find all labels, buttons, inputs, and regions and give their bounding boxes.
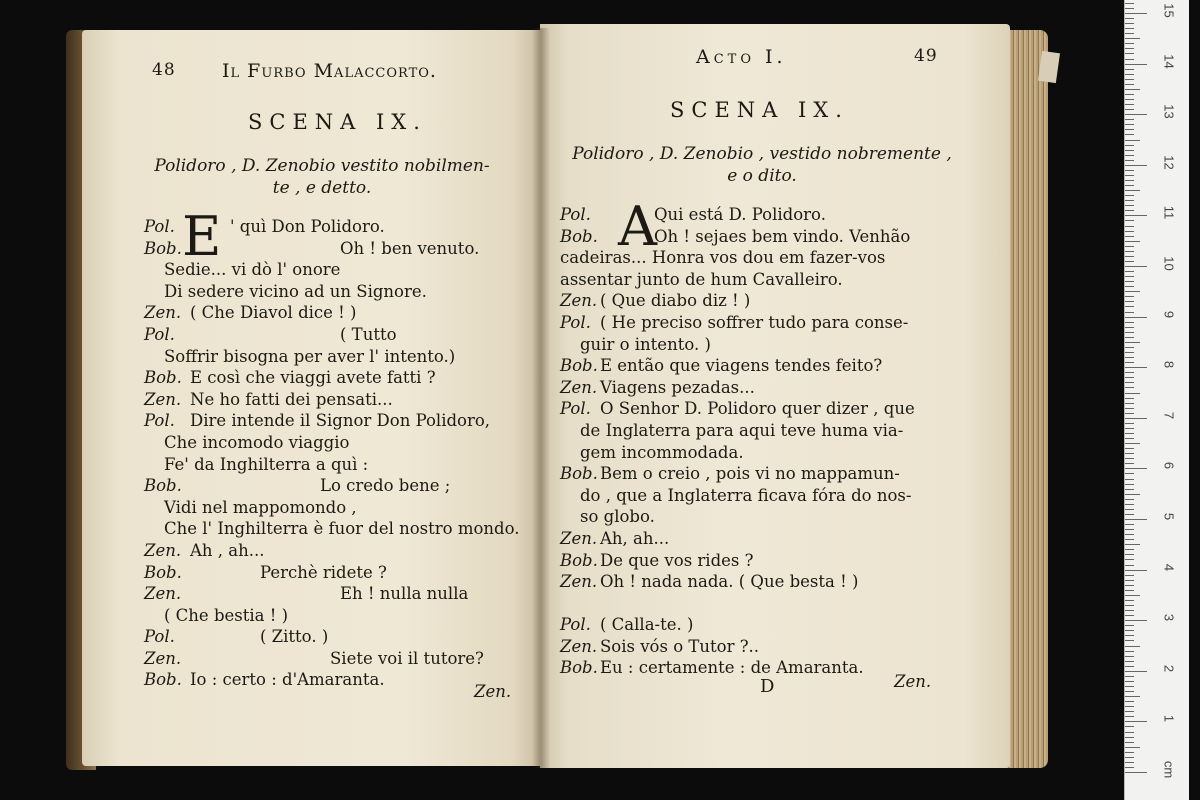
ruler-tick [1125, 134, 1134, 135]
ruler-tick [1125, 504, 1134, 505]
ruler-tick [1125, 721, 1147, 722]
ruler-tick [1125, 726, 1134, 727]
dialogue-line: Vidi nel mappomondo , [164, 497, 357, 517]
ruler-tick [1125, 625, 1134, 626]
ruler-tick [1125, 312, 1134, 313]
dialogue-line: Sedie... vi dò l' onore [164, 260, 341, 280]
ruler-tick [1125, 140, 1140, 141]
dialogue-line: Zen. ( Que diabo diz ! ) [560, 291, 751, 311]
right-page [540, 24, 1010, 768]
right-scene-title: SCENA IX. [670, 98, 849, 122]
ruler-tick [1125, 327, 1134, 328]
ruler-tick [1125, 322, 1134, 323]
ruler-tick [1125, 175, 1134, 176]
ruler-tick [1125, 509, 1134, 510]
ruler-tick [1125, 398, 1134, 399]
ruler-tick [1125, 666, 1134, 667]
ruler-tick [1125, 742, 1134, 743]
ruler-tick [1125, 74, 1134, 75]
ruler-tick [1125, 630, 1134, 631]
dialogue-line: Soffrir bisogna per aver l' intento.) [164, 346, 456, 366]
right-running-title: Acto I. [696, 46, 787, 68]
ruler-tick [1125, 676, 1134, 677]
ruler-tick [1125, 767, 1134, 768]
dialogue-line: Bob. Io : certo : d'Amaranta. [144, 670, 385, 690]
ruler-tick [1125, 534, 1134, 535]
fore-edge [1006, 30, 1048, 768]
ruler-tick [1125, 716, 1134, 717]
ruler-label: 4 [1161, 563, 1177, 571]
ruler-tick [1125, 306, 1134, 307]
dialogue-line: Zen. Viagens pezadas... [560, 377, 755, 397]
ruler-tick [1125, 499, 1134, 500]
ruler-tick [1125, 276, 1134, 277]
right-cast-list [552, 142, 972, 185]
ruler-label: 8 [1161, 361, 1177, 369]
dialogue-line: Pol. O Senhor D. Polidoro quer dizer , que [560, 399, 915, 419]
ruler-tick [1125, 215, 1147, 216]
ruler-tick [1125, 519, 1147, 520]
signature-mark: D [760, 676, 775, 697]
dialogue-line: Pol. ( Calla-te. ) [560, 615, 694, 635]
ruler-tick [1125, 342, 1140, 343]
dialogue-line: Bob. Lo credo bene ; [144, 476, 451, 496]
ruler-tick [1125, 635, 1134, 636]
dialogue-line: Di sedere vicino ad un Signore. [164, 281, 427, 301]
ruler-tick [1125, 696, 1140, 697]
ruler-tick [1125, 559, 1134, 560]
ruler-tick [1125, 18, 1134, 19]
ruler-tick [1125, 732, 1134, 733]
dialogue-line: Bob. De que vos rides ? [560, 550, 754, 570]
left-cast-list [122, 154, 522, 197]
ruler-tick [1125, 99, 1134, 100]
ruler-tick [1125, 195, 1134, 196]
ruler-tick [1125, 554, 1134, 555]
ruler-tick [1125, 185, 1134, 186]
ruler-tick [1125, 468, 1147, 469]
ruler-label: 15 [1161, 3, 1177, 18]
ruler-tick [1125, 200, 1134, 201]
ruler-tick [1125, 180, 1134, 181]
left-page [82, 30, 540, 766]
ruler-tick [1125, 246, 1134, 247]
dialogue-line: Bob. E então que viagens tendes feito? [560, 356, 883, 376]
dialogue-line: Bob. Perchè ridete ? [144, 562, 387, 582]
right-cast-line: e o dito. [727, 165, 797, 186]
right-drop-cap: A [618, 195, 657, 258]
ruler-label: 6 [1161, 462, 1177, 470]
ruler-tick [1125, 529, 1134, 530]
dialogue-line: de Inglaterra para aqui teve huma via- [580, 420, 904, 440]
ruler-tick [1125, 241, 1140, 242]
dialogue-line: Pol. ( He preciso soffrer tudo para conse- [560, 312, 909, 332]
ruler-label: 1 [1161, 715, 1177, 723]
ruler-tick [1125, 524, 1134, 525]
ruler-tick [1125, 367, 1147, 368]
ruler-label: cm [1161, 760, 1177, 779]
ruler-tick [1125, 438, 1134, 439]
ruler-tick [1125, 94, 1134, 95]
ruler-label: 7 [1161, 411, 1177, 419]
ruler-tick [1125, 433, 1134, 434]
ruler-label: 14 [1161, 53, 1177, 69]
ruler-tick [1125, 762, 1134, 763]
dialogue-line: Zen. ( Che Diavol dice ! ) [144, 303, 357, 323]
ruler-label: 5 [1161, 512, 1177, 521]
ruler-tick [1125, 8, 1134, 9]
ruler-tick [1125, 266, 1147, 267]
ruler-tick [1125, 79, 1134, 80]
dialogue-line: Che l' Inghilterra è fuor del nostro mondo. [164, 519, 520, 539]
dialogue-line: Pol. ( Tutto [144, 324, 397, 344]
ruler-tick [1125, 210, 1134, 211]
ruler-tick [1125, 489, 1134, 490]
left-drop-cap: E [182, 205, 222, 268]
ruler-tick [1125, 64, 1147, 65]
left-scene-title: SCENA IX. [248, 110, 427, 134]
ruler-tick [1125, 104, 1134, 105]
left-running-title: Il Furbo Malaccorto. [222, 60, 437, 82]
ruler-tick [1125, 145, 1134, 146]
ruler-tick [1125, 544, 1140, 545]
ruler-tick [1125, 585, 1134, 586]
ruler-tick [1125, 53, 1134, 54]
ruler-tick [1125, 150, 1134, 151]
ruler-tick [1125, 691, 1134, 692]
dialogue-line: Bob. E così che viaggi avete fatti ? [144, 368, 436, 388]
ruler-tick [1125, 423, 1134, 424]
right-page-number: 49 [914, 46, 938, 66]
dialogue-line: Zen. Ne ho fatti dei pensati... [144, 389, 393, 409]
ruler-label: 13 [1161, 104, 1177, 119]
ruler-tick [1125, 711, 1134, 712]
ruler-tick [1125, 337, 1134, 338]
ruler-label: 3 [1161, 614, 1177, 622]
ruler-tick [1125, 347, 1134, 348]
ruler-tick [1125, 231, 1134, 232]
ruler-tick [1125, 772, 1147, 773]
dialogue-line: Bob. Oh ! ben venuto. [144, 238, 480, 258]
ruler-tick [1125, 89, 1140, 90]
ruler-tick [1125, 165, 1147, 166]
ruler-tick [1125, 251, 1134, 252]
ruler-tick [1125, 205, 1134, 206]
ruler-tick [1125, 484, 1134, 485]
dialogue-line: Zen. Ah, ah... [560, 528, 670, 548]
ruler-tick [1125, 160, 1134, 161]
dialogue-line: do , que a Inglaterra ficava fóra do nos- [580, 485, 912, 505]
ruler-tick [1125, 686, 1134, 687]
dialogue-line: guir o intento. ) [580, 334, 711, 354]
ruler-label: 2 [1161, 664, 1177, 672]
left-cast-line: Polidoro , D. Zenobio vestito nobilmen- [154, 156, 490, 176]
ruler-tick [1125, 448, 1134, 449]
ruler-tick [1125, 671, 1147, 672]
dialogue-line: Pol. ( Zitto. ) [144, 627, 329, 647]
ruler-tick [1125, 271, 1134, 272]
ruler-tick [1125, 43, 1134, 44]
ruler-tick [1125, 38, 1140, 39]
dialogue-line: Bob. Bem o creio , pois vi no mappamun- [560, 464, 900, 484]
ruler-tick [1125, 605, 1134, 606]
ruler-tick [1125, 301, 1134, 302]
ruler-tick [1125, 226, 1134, 227]
dialogue-line: Zen. Sois vós o Tutor ?.. [560, 636, 760, 656]
ruler-tick [1125, 3, 1134, 4]
ruler-tick [1125, 170, 1134, 171]
ruler-tick [1125, 317, 1147, 318]
ruler-tick [1125, 640, 1134, 641]
ruler-tick [1125, 84, 1134, 85]
ruler-tick [1125, 362, 1134, 363]
dialogue-line: Zen. Oh ! nada nada. ( Que besta ! ) [560, 572, 859, 592]
right-dialogue [560, 195, 980, 679]
ruler-tick [1125, 48, 1134, 49]
ruler-tick [1125, 580, 1134, 581]
ruler-tick [1125, 109, 1134, 110]
ruler-tick [1125, 549, 1134, 550]
ruler-label: 12 [1161, 155, 1177, 170]
dialogue-line: Pol. Dire intende il Signor Don Polidoro, [144, 411, 491, 431]
left-cast-line: te , e detto. [272, 177, 372, 198]
ruler-tick [1125, 69, 1134, 70]
dialogue-line: Pol. Qui está D. Polidoro. [560, 205, 826, 224]
ruler-tick [1125, 220, 1134, 221]
ruler-tick [1125, 296, 1134, 297]
ruler-tick [1125, 747, 1140, 748]
ruler-tick [1125, 575, 1134, 576]
ruler-tick [1125, 646, 1140, 647]
ruler-tick [1125, 124, 1134, 125]
dialogue-line: gem incommodada. [580, 442, 744, 462]
ruler-tick [1125, 377, 1134, 378]
dialogue-line: Bob. Oh ! sejaes bem vindo. Venhão [560, 226, 911, 246]
dialogue-line: assentar junto de hum Cavalleiro. [560, 269, 843, 289]
ruler-tick [1125, 413, 1134, 414]
ruler-tick [1125, 651, 1134, 652]
right-catchword: Zen. [894, 672, 932, 691]
ruler-tick [1125, 453, 1134, 454]
dialogue-line: Pol. ' quì Don Polidoro. [144, 217, 385, 236]
ruler-tick [1125, 190, 1140, 191]
ruler-tick [1125, 590, 1134, 591]
ruler-tick [1125, 261, 1134, 262]
ruler-tick [1125, 463, 1134, 464]
dialogue-line: Fe' da Inghilterra a quì : [164, 454, 369, 474]
ruler-tick [1125, 23, 1134, 24]
ruler-tick [1125, 681, 1134, 682]
ruler-tick [1125, 387, 1134, 388]
dialogue-line: Zen. Siete voi il tutore? [144, 648, 484, 668]
ruler-tick [1125, 620, 1147, 621]
ruler-tick [1125, 332, 1134, 333]
ruler-tick [1125, 28, 1134, 29]
ruler-tick [1125, 281, 1134, 282]
dialogue-line: Zen. Ah , ah... [144, 540, 265, 560]
measurement-ruler [1124, 0, 1189, 800]
left-dialogue [144, 216, 534, 691]
ruler-tick [1125, 291, 1140, 292]
ruler-tick [1125, 701, 1134, 702]
ruler-tick [1125, 656, 1134, 657]
dialogue-line [560, 593, 980, 615]
dialogue-line: Zen. Eh ! nulla nulla [144, 584, 469, 604]
ruler-tick [1125, 418, 1147, 419]
ruler-tick [1125, 706, 1134, 707]
ruler-tick [1125, 393, 1140, 394]
ruler-tick [1125, 155, 1134, 156]
ruler-tick [1125, 403, 1134, 404]
ruler-tick [1125, 615, 1134, 616]
ruler-tick [1125, 473, 1134, 474]
ruler-tick [1125, 595, 1140, 596]
ruler-tick [1125, 114, 1147, 115]
ruler-tick [1125, 565, 1134, 566]
dialogue-line: so globo. [580, 507, 655, 527]
ruler-tick [1125, 737, 1134, 738]
ruler-tick [1125, 610, 1134, 611]
ruler-tick [1125, 33, 1134, 34]
ruler-tick [1125, 443, 1140, 444]
ruler-tick [1125, 757, 1134, 758]
ruler-tick [1125, 236, 1134, 237]
ruler-label: 11 [1161, 206, 1177, 220]
ruler-tick [1125, 119, 1134, 120]
dialogue-line: Che incomodo viaggio [164, 432, 350, 452]
left-page-number: 48 [152, 60, 176, 80]
ruler-tick [1125, 514, 1134, 515]
ruler-tick [1125, 13, 1147, 14]
ruler-tick [1125, 286, 1134, 287]
dialogue-line: ( Che bestia ! ) [164, 605, 289, 625]
left-catchword: Zen. [474, 682, 512, 701]
ruler-tick [1125, 752, 1134, 753]
dialogue-line: Bob. Eu : certamente : de Amaranta. [560, 658, 864, 678]
right-cast-line: Polidoro , D. Zenobio , vestido nobremente , [572, 144, 952, 164]
book-gutter [532, 28, 550, 768]
ruler-tick [1125, 570, 1147, 571]
ruler-tick [1125, 59, 1134, 60]
ruler-tick [1125, 129, 1134, 130]
ruler-tick [1125, 428, 1134, 429]
ruler-label: 10 [1161, 256, 1177, 271]
ruler-label: 9 [1161, 310, 1177, 318]
ruler-tick [1125, 372, 1134, 373]
ruler-tick [1125, 408, 1134, 409]
dialogue-line: cadeiras... Honra vos dou em fazer-vos [560, 248, 886, 268]
ruler-tick [1125, 479, 1134, 480]
page-marker [1038, 51, 1060, 83]
ruler-tick [1125, 494, 1140, 495]
ruler-tick [1125, 600, 1134, 601]
ruler-tick [1125, 382, 1134, 383]
ruler-tick [1125, 539, 1134, 540]
ruler-tick [1125, 661, 1134, 662]
ruler-tick [1125, 357, 1134, 358]
ruler-tick [1125, 458, 1134, 459]
ruler-tick [1125, 256, 1134, 257]
ruler-tick [1125, 352, 1134, 353]
